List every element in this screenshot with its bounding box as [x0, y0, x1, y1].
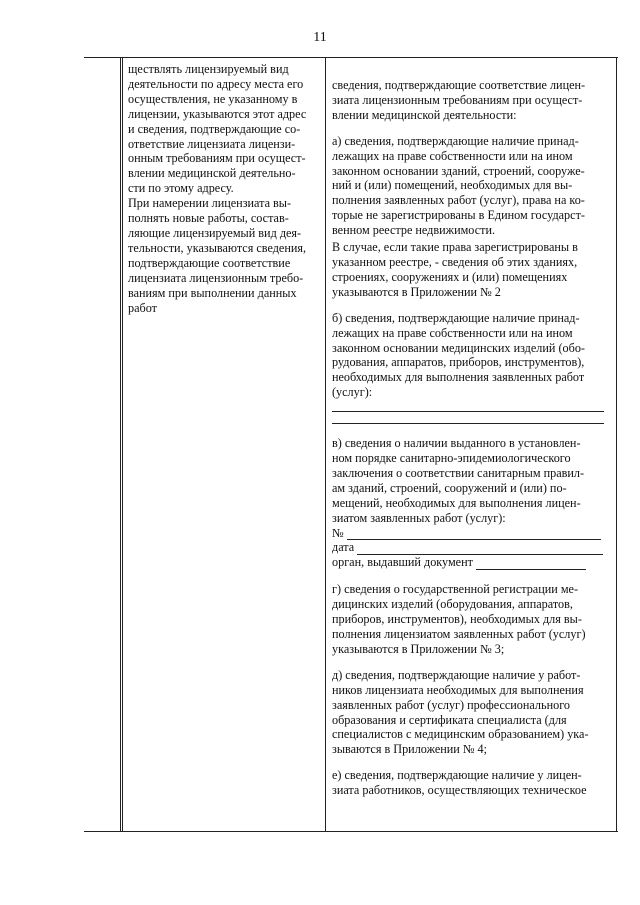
date-label: дата	[332, 540, 355, 555]
left-line: влении медицинской деятельно-	[128, 166, 296, 181]
left-line: полнять новые работы, состав-	[128, 211, 289, 226]
text-line: лежащих на праве собственности или на ином	[332, 325, 573, 340]
left-line: лицензии, указываются этот адрес	[128, 106, 307, 121]
text-line: е) сведения, подтверждающие наличие у лицен-	[332, 768, 582, 783]
table-right-border	[616, 58, 617, 831]
item-a-paragraph	[332, 134, 612, 238]
text-line: указанном реестре, - сведения об этих зданиях,	[332, 254, 578, 269]
right-column-text	[332, 78, 612, 798]
issuer-fill-line[interactable]	[476, 557, 586, 570]
date-fill-line[interactable]	[357, 542, 603, 555]
item-d-paragraph	[332, 668, 612, 757]
text-line: ников лицензиата необходимых для выполнения	[332, 682, 584, 697]
left-line: тельности, указываются сведения,	[128, 240, 307, 255]
intro-paragraph	[332, 78, 612, 123]
column-divider	[325, 58, 326, 831]
text-line: ном порядке санитарно-эпидемиологического	[332, 451, 571, 466]
text-line: законном основании зданий, строений, сооруже-	[332, 163, 585, 178]
left-line: осуществления, не указанному в	[128, 91, 298, 106]
blank-line[interactable]	[332, 412, 604, 424]
text-line: ний и (или) помещений, необходимых для вы-	[332, 178, 573, 193]
text-line: рудования, аппаратов, приборов, инструментов),	[332, 355, 585, 370]
text-line: д) сведения, подтверждающие наличие у работ-	[332, 667, 581, 682]
item-c-paragraph	[332, 436, 612, 525]
left-line: ществлять лицензируемый вид	[128, 62, 289, 76]
text-line: указываются в Приложении № 3;	[332, 641, 505, 656]
text-line: в) сведения о наличии выданного в установлен-	[332, 436, 581, 451]
text-line: заявленных работ (услуг) профессионального	[332, 697, 570, 712]
text-line: зиата лицензионным требованиям при осущест-	[332, 92, 583, 107]
left-line: лицензиата лицензионным требо-	[128, 270, 304, 285]
text-line: венном реестре недвижимости.	[332, 223, 496, 238]
page-number: 11	[313, 30, 327, 45]
text-line: торые не зарегистрированы в Едином государст-	[332, 208, 585, 223]
column-divider	[120, 58, 121, 831]
text-line: лежащих на праве собственности или на ином	[332, 148, 573, 163]
text-line: приборов, инструментов), необходимых для вы-	[332, 612, 582, 627]
blank-line[interactable]	[332, 400, 604, 412]
form-table	[84, 57, 618, 832]
left-line: и сведения, подтверждающие со-	[128, 121, 301, 136]
text-line: В случае, если такие права зарегистрированы в	[332, 240, 578, 255]
text-line: сведения, подтверждающие соответствие лицен-	[332, 78, 586, 92]
text-line: строениях, сооружениях и (или) помещениях	[332, 269, 568, 284]
document-date-field[interactable]	[332, 540, 612, 555]
left-line: работ	[128, 300, 157, 315]
text-line: полнения лицензиатом заявленных работ (услуг)	[332, 627, 586, 641]
text-line: полнения заявленных работ (услуг), права на ко-	[332, 193, 585, 208]
left-line: онным требованиям при осущест-	[128, 151, 306, 166]
document-number-field[interactable]	[332, 526, 612, 541]
left-line: ляющие лицензируемый вид дея-	[128, 225, 302, 240]
text-line: образования и сертификата специалиста (для	[332, 712, 567, 727]
text-line: зиатом заявленных работ (услуг):	[332, 510, 506, 525]
text-line: зиата работников, осуществляющих техническое	[332, 783, 587, 798]
item-b-paragraph	[332, 311, 612, 400]
text-line: законном основании медицинских изделий (обо-	[332, 340, 585, 355]
left-line: ответствие лицензиата лицензи-	[128, 136, 296, 151]
column-divider	[122, 58, 123, 831]
text-line: ам зданий, строений, сооружений и (или) по-	[332, 480, 567, 495]
left-line: подтверждающие соответствие	[128, 255, 291, 270]
issuer-field[interactable]	[332, 555, 612, 570]
text-line: б) сведения, подтверждающие наличие принад-	[332, 310, 580, 325]
text-line: заключения о соответствии санитарным правил-	[332, 465, 585, 480]
left-column-text	[128, 62, 321, 315]
item-a-note	[332, 240, 612, 300]
text-line: дицинских изделий (оборудования, аппаратов,	[332, 597, 573, 612]
text-line: (услуг):	[332, 385, 373, 400]
item-g-paragraph	[332, 582, 612, 657]
number-label: №	[332, 525, 344, 540]
text-line: указываются в Приложении № 2	[332, 284, 501, 299]
text-line: а) сведения, подтверждающие наличие принад-	[332, 133, 579, 148]
left-line: При намерении лицензиата вы-	[128, 196, 292, 211]
text-line: мещений, необходимых для выполнения лицен-	[332, 495, 581, 510]
left-line: сти по этому адресу.	[128, 181, 234, 196]
text-line: необходимых для выполнения заявленных работ	[332, 370, 585, 385]
text-line: влении медицинской деятельности:	[332, 107, 517, 122]
text-line: зываются в Приложении № 4;	[332, 742, 488, 757]
item-e-paragraph	[332, 768, 612, 798]
issuer-label: орган, выдавший документ	[332, 555, 473, 570]
number-fill-line[interactable]	[347, 527, 601, 540]
left-line: ваниям при выполнении данных	[128, 285, 297, 300]
left-line: деятельности по адресу места его	[128, 76, 304, 91]
text-line: г) сведения о государственной регистрации ме-	[332, 582, 579, 597]
text-line: специалистов с медицинским образованием) ука-	[332, 727, 589, 742]
